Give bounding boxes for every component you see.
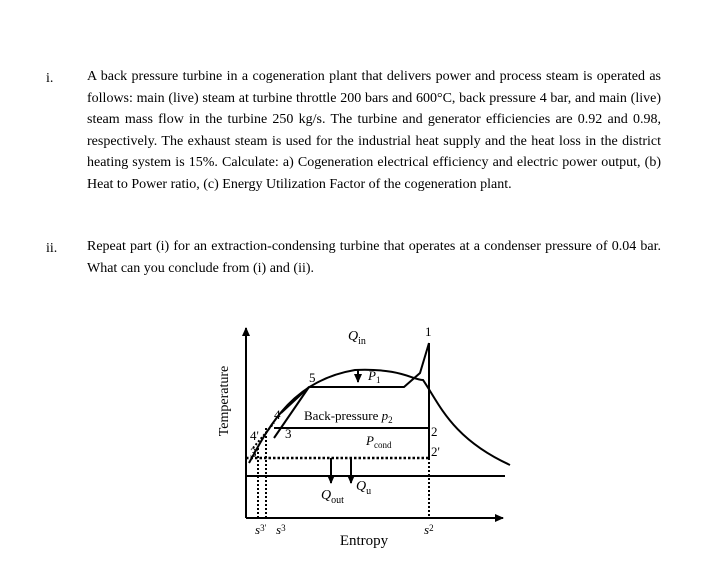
s3-tick-label: $s^3$: [276, 522, 286, 537]
x-axis-label: Entropy: [339, 533, 389, 549]
q-in-label: $Q_{in}$: [348, 329, 366, 347]
state-1-label: 1: [425, 324, 432, 339]
state-3-label: 3: [285, 426, 292, 441]
state-4-label: 4: [274, 407, 281, 422]
s3prime-tick-label: $s^{3'}$: [255, 522, 267, 537]
state-2prime-label: 2': [431, 444, 440, 459]
q-out-label: $Q_{out}$: [321, 488, 344, 506]
problem-number-2: ii.: [46, 241, 58, 256]
state-2-label: 2: [431, 424, 438, 439]
p1-label: $P_1$: [368, 368, 381, 385]
state-3prime-label: 3': [250, 445, 259, 460]
state-4prime-label: 4': [250, 428, 259, 443]
state-5-label: 5: [309, 370, 316, 385]
ts-diagram: [205, 318, 515, 558]
q-u-label: $Q_u$: [356, 479, 372, 497]
back-pressure-label: Back-pressure $p_2$: [304, 408, 393, 425]
p-cond-label: $P_{cond}$: [366, 433, 392, 450]
problem-text-2: Repeat part (i) for an extraction-condensing turbine that operates at a condenser pressure of 0.04 bar. What can you conclude from (i) and (ii).: [87, 239, 661, 276]
s2-tick-label: $s^2$: [424, 522, 434, 537]
y-axis-label: Temperature: [217, 365, 232, 437]
heat-addition-line: [281, 343, 429, 413]
problem-text-1: A back pressure turbine in a cogeneration plant that delivers power and process steam is operated as follows: main (live) steam at turbine throttle 200 bars and 600°C, back pressure 4 bar, and main (live) steam mass flow in the turbine 250 kg/s. The turbine and generator efficiencies are 0.92 and 0.98, respectively. The exhaust steam is used for the industrial heat supply and the heat loss in the district heating system is 15%. Calculate: a) Cogeneration electrical efficiency and electric power output, (b) Heat to Power ratio, (c) Energy Utilization Factor of the cogeneration plant.: [87, 69, 661, 192]
problem-number-1: i.: [46, 71, 54, 86]
